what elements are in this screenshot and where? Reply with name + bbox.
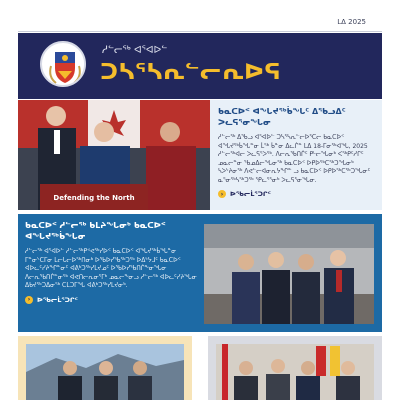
feature-1-link-label: ᐅᖃᓕᒫᕐᑐᒋᑦ [230,190,271,198]
arrow-right-icon: › [25,296,33,304]
feature-2-photo [204,224,374,324]
banner-text: Defending the North [53,194,135,202]
feature-2-title: ᑲᓇᑕᐅᑉ ᓱᓪᓕᖅ ᑲᒪᔨᖓᓂᒃ ᑲᓇᑕᐅᑉ ᐊᖓᔪᖅᑳᖓᓂ [25,221,166,241]
feature-story-1 [18,100,382,210]
feature-1-title: ᑲᓇᑕᐅᑉ ᐊᖓᔪᖅᑳᖓᑦ ᐃᖃᓗᐃᑦ ᐳᓚᕋᕐᓂᖓᓂ [218,107,346,127]
issue-date-bar [18,18,382,32]
feature-1-card [210,100,382,210]
feature-2-read-more-link[interactable] [25,296,197,304]
feature-2-body: ᓱᓪᓕᖅ ᐊᕐᐊᐅᓪ ᓱᓪᓕᖅᑭᕝᕙᖅᓯᐅᑉ ᑲᓇᑕᐅᑉ ᐊᖓᔪᖅᑳᖓᓐᓂ ᒥᓐᓂᔅᑕᒥᓂ ᒪᓕᒐᓕᐅᖅᑎᓂᒃ ᐅᖃᐅᓯᖃᖅᑐᖅ ᐅᐃᔾᔭᒧᑦ ᑲᓇᑕᐅᑉ ᐊᐅᓚᑦᓯᔨᖏᓐᓂᑦ ᐊᕕᒃᑐᖅᓯᒪᔪᓄᑦ ᐅᖃᐅᓯᖃᑎᒌᖕᓂᖓᓂ ᐱᓕᕆᖃᑎᒌᓐᓂᖅ ᐊᕙᑎᓕᕆᓂᕐᒥᒃ ᓄᓇᓕᖕᓂᓗ ᓱᓪᓕᖅ ᐊᐅᓚᑦᓯᔨᖓᓂ ᐃᑲᔪᖅᑐᐃᓂᖅ ᑕᒪᑐᒥᖓ ᐊᕕᒃᑐᖅᓯᒪᔪᓂᒃ. [25,248,197,289]
story-3-photo [26,344,184,400]
arrow-right-icon: › [218,190,226,198]
feature-2-link-label: ᐅᖃᓕᒫᕐᑐᒋᑦ [37,295,78,304]
feature-1-photo [18,100,210,210]
issue-date: ᒪᐃ 2025 [337,18,366,26]
feature-2-card [25,220,197,330]
newsletter-masthead [18,33,382,99]
brand-subtitle: ᓱᓪᓕᖅ ᐊᕐᐊᐅᓪ [102,45,168,56]
territory-crest-icon [40,41,86,87]
story-3-thumbnail [18,336,192,400]
story-4-photo [216,344,374,400]
feature-1-read-more-link[interactable] [218,190,374,198]
newsletter-title: ᑐᓴᕐᓴᕆᓪᓕᕆᐅᕋ [100,60,282,85]
feature-story-2 [18,214,382,332]
story-4-thumbnail [208,336,382,400]
feature-1-body: ᓱᓪᓕᖅ ᐃᖃᓗ ᐊᕐᐊᐅᓪ ᑐᓴᕐᓴᕆᓪᓕᐅᕐᑕᓕ ᑲᓇᑕᐅᑉ ᐊᖓᔪᖅᑳᖓᓐᓂ ᒫᕐᒃ ᑳᓐᓂ ᐃᓚᒌᓐ ᒪᐃ 18-ᒥᓂᖅᐊᖓ, 2025 ᓱᓪᓕᖅᐊᓕ ᐳᓚᕋᕐᐳᖅ. ᐱᓕᕆᖃᑎᒌᑦ ᑭᒡᓕᖓᓂᒃ ᐸᖅᑭᑦᓱᒋᑦ ᓄᓇᓕᓐᓂ ᖃᓄᐃᓕᖓᓂᖅ ᑲᓇᑕᐅᑉ ᐅᑭᐅᖅᑕᖅᑐᖓᓂᒃ ᓴᐳᔾᔨᓂᖅ ᐱᕙᓪᓕᐊᓂᕆᔭᖏᓐ ᓗ ᑲᓇᑕᐅᑉ ᐅᑭᐅᖅᑕᖅᑐᖓᓂᑦ ᓇᕐᓂᖅᓴᖅᑐᖅ ᕿᓚᕐᕐᓂᒃ ᐳᓚᕋᕐᓂᖓᓂ. [218,134,371,184]
